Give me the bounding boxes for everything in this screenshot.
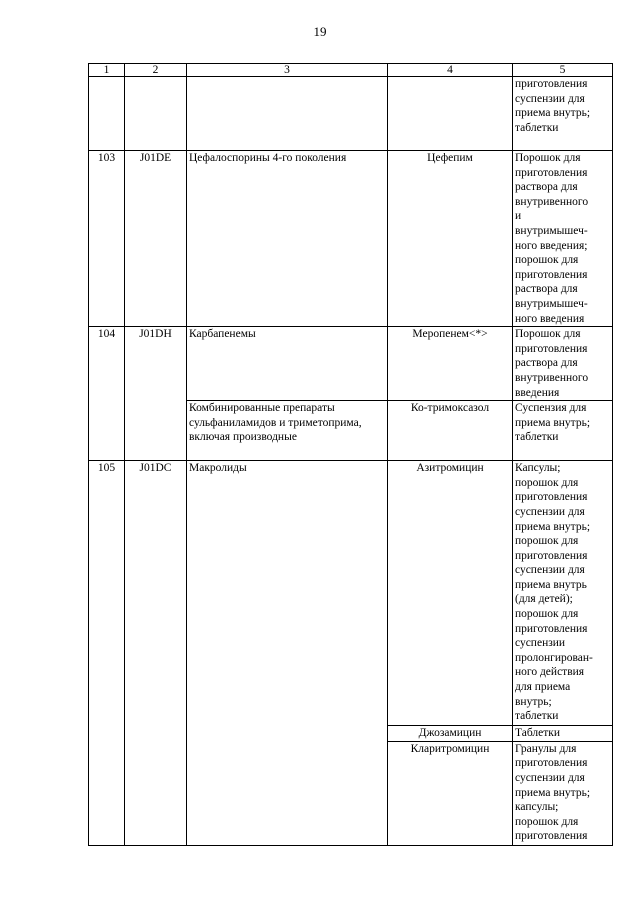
cell-group: Карбапенемы xyxy=(187,327,388,401)
cell-forms: Порошок для приготовления раствора для внутривенного введения xyxy=(513,327,613,401)
cell-drug: Ко-тримоксазол xyxy=(388,401,513,461)
cell-code xyxy=(125,77,187,151)
cell-group: Комбинированные препараты сульфаниламидов и триметоприма, включая производные xyxy=(187,401,388,461)
header-col-1: 1 xyxy=(89,64,125,77)
cell-forms: Порошок для приготовления раствора для внутривенного и внутримышеч- ного введения; порошок для приготовления раствора для внутримышеч- ного введения xyxy=(513,151,613,327)
cell-drug xyxy=(388,77,513,151)
cell-drug: Джозамицин xyxy=(388,726,513,742)
cell-group: Цефалоспорины 4-го поколения xyxy=(187,151,388,327)
header-col-5: 5 xyxy=(513,64,613,77)
cell-code: J01DH xyxy=(125,327,187,401)
cell-num: 103 xyxy=(89,151,125,327)
header-col-3: 3 xyxy=(187,64,388,77)
table-row-continuation xyxy=(89,77,613,151)
cell-drug: Цефепим xyxy=(388,151,513,327)
cell-forms: Гранулы для приготовления суспензии для приема внутрь; капсулы; порошок для приготовления xyxy=(513,741,613,845)
cell-num: 104 xyxy=(89,327,125,401)
cell-drug: Кларитромицин xyxy=(388,741,513,845)
cell-forms: приготовления суспензии для приема внутрь; таблетки xyxy=(513,77,613,151)
page-number: 19 xyxy=(313,24,327,39)
cell-forms: Таблетки xyxy=(513,726,613,742)
header-col-2: 2 xyxy=(125,64,187,77)
cell-num xyxy=(89,77,125,151)
table-row-105 xyxy=(89,461,613,726)
table-row-103 xyxy=(89,151,613,327)
table-row-104-sub xyxy=(89,401,613,461)
cell-group xyxy=(187,77,388,151)
cell-code: J01DE xyxy=(125,151,187,327)
table-row-104 xyxy=(89,327,613,401)
medicines-table xyxy=(88,63,613,846)
cell-num xyxy=(89,401,125,461)
cell-forms: Суспензия для приема внутрь; таблетки xyxy=(513,401,613,461)
header-col-4: 4 xyxy=(388,64,513,77)
cell-num: 105 xyxy=(89,461,125,846)
cell-drug: Азитромицин xyxy=(388,461,513,726)
cell-code xyxy=(125,401,187,461)
cell-group: Макролиды xyxy=(187,461,388,846)
cell-code: J01DC xyxy=(125,461,187,846)
header-row xyxy=(89,64,613,77)
cell-drug: Меропенем<*> xyxy=(388,327,513,401)
cell-forms: Капсулы; порошок для приготовления суспензии для приема внутрь; порошок для приготовления суспензии для приема внутрь (для детей); порошок для приготовления суспензии пролонгирован- ного действия для приема внутрь; таблетки xyxy=(513,461,613,726)
